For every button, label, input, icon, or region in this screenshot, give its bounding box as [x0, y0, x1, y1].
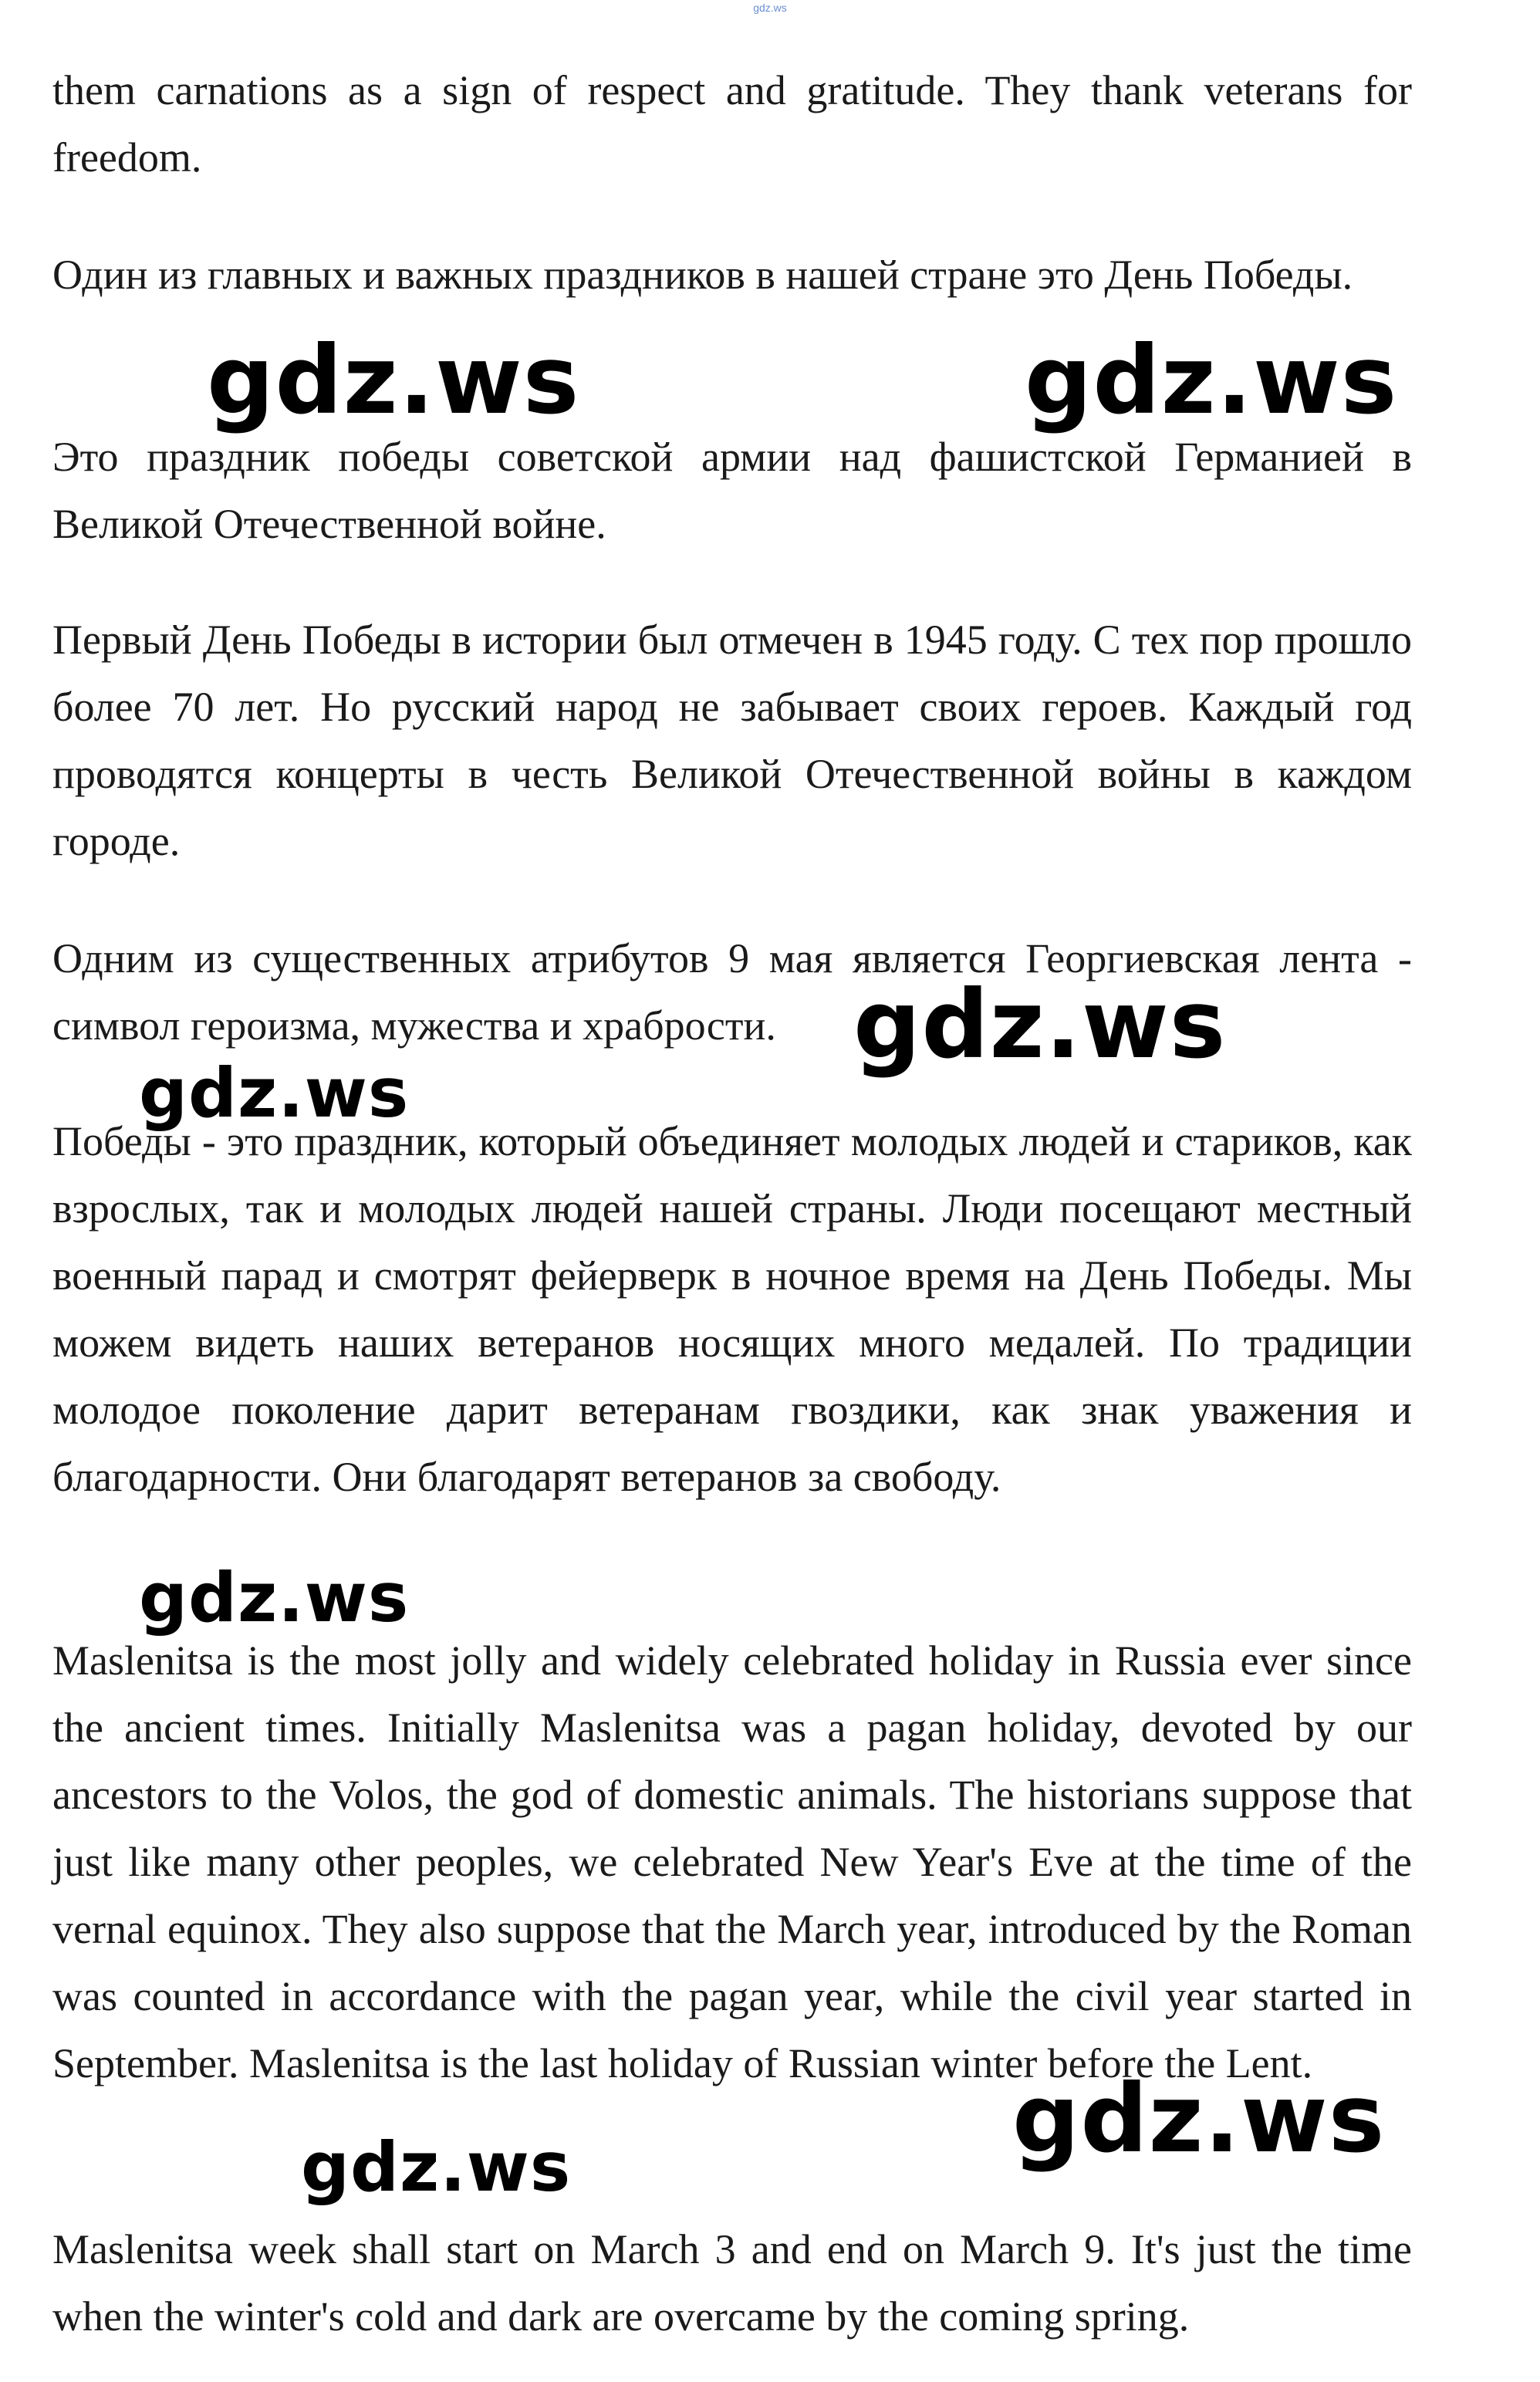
paragraph: Один из главных и важных праздников в нашей стране это День Победы. [52, 252, 1353, 298]
paragraph: Одним из существенных атрибутов 9 мая является Георгиевская лента - символ героизма, мужества и храбрости. [52, 935, 1412, 1049]
watermark: gdz.ws [1025, 326, 1398, 435]
watermark: gdz.ws [1012, 2064, 1386, 2174]
paragraph: Maslenitsa week shall start on March 3 and end on March 9. It's just the time when the winter's cold and dark are overcame by the coming spring. [52, 2226, 1412, 2340]
watermark: gdz.ws [301, 2127, 572, 2207]
watermark: gdz.ws [139, 1053, 410, 1133]
paragraph: Это праздник победы советской армии над фашистской Германией в Великой Отечественной войне. [52, 434, 1412, 547]
paragraph: them carnations as a sign of respect and gratitude. They thank veterans for freedom. [52, 67, 1412, 181]
watermark: gdz.ws [853, 970, 1227, 1080]
watermark: gdz.ws [207, 326, 580, 435]
watermark: gdz.ws [139, 1558, 410, 1637]
paragraph: Maslenitsa is the most jolly and widely celebrated holiday in Russia ever since the ancient times. Initially Maslenitsa was a pagan holiday, devoted by our ancestors to the Volos, the god of domestic animals. The historians suppose that just like many other peoples, we celebrated New Year's Eve at the time of the vernal equinox. They also suppose that the March year, introduced by the Roman was counted in accordance with the pagan year, while the civil year started in September. Maslenitsa is the last holiday of Russian winter before the Lent. [52, 1637, 1412, 2086]
paragraph: Первый День Победы в истории был отмечен в 1945 году. С тех пор прошло более 70 лет. Но русский народ не забывает своих героев. Каждый год проводятся концерты в честь Великой Отечественной войны в каждом городе. [52, 617, 1412, 864]
paragraph: Победы - это праздник, который объединяет молодых людей и стариков, как взрослых, так и молодых людей нашей страны. Люди посещают местный военный парад и смотрят фейерверк в ночное время на День Победы. Мы можем видеть наших ветеранов носящих много медалей. По традиции молодое поколение дарит ветеранам гвоздики, как знак уважения и благодарности. Они благодарят ветеранов за свободу. [52, 1118, 1412, 1500]
header-watermark: gdz.ws [753, 2, 787, 14]
